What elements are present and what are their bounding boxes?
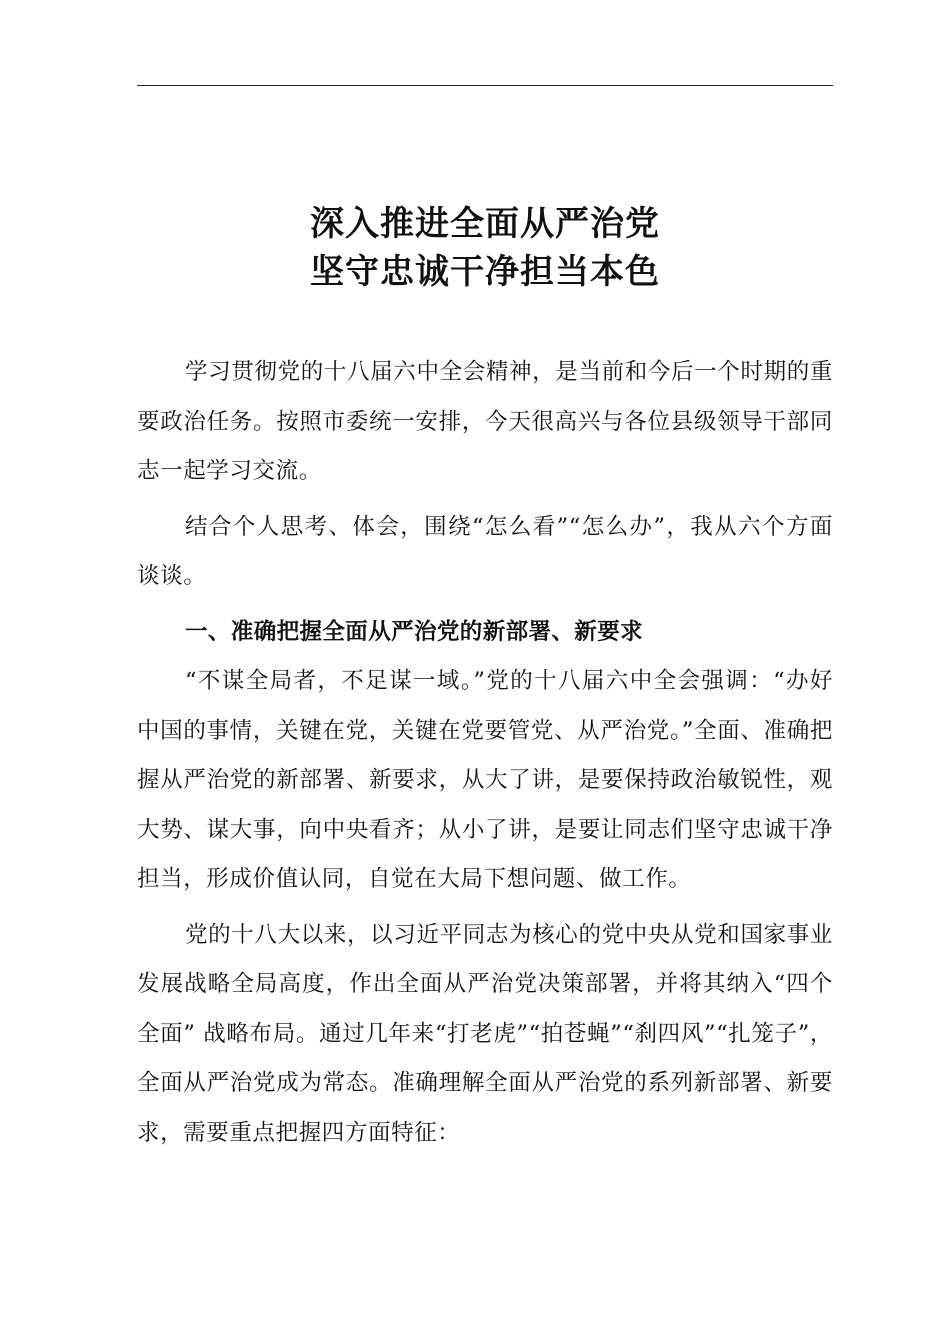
header-rule	[137, 85, 833, 86]
body-paragraph: “不谋全局者，不足谋一域。”党的十八届六中全会强调：“办好中国的事情，关键在党，关键在党要管党、从严治党。”全面、准确把握从严治党的新部署、新要求，从大了讲，是要保持政治敏锐性，观大势、谋大事，向中央看齐；从小了讲，是要让同志们坚守忠诚干净担当，形成价值认同，自觉在大局下想问题、做工作。	[137, 668, 833, 892]
body-paragraph: 结合个人思考、体会，围绕“怎么看”“怎么办”，我从六个方面谈谈。	[137, 513, 833, 589]
body-paragraph: 党的十八大以来，以习近平同志为核心的党中央从党和国家事业发展战略全局高度，作出全面从严治党决策部署，并将其纳入“四个全面” 战略布局。通过几年来“打老虎”“拍苍蝇”“刹四风”“扎笼子”，全面从严治党成为常态。准确理解全面从严治党的系列新部署、新要求，需要重点把握四方面特征：	[137, 921, 833, 1146]
document-body	[137, 348, 833, 1158]
document-title-line-1: 深入推进全面从严治党	[310, 204, 660, 244]
document-title-line-2: 坚守忠诚干净担当本色	[310, 252, 660, 292]
body-paragraph: 学习贯彻党的十八届六中全会精神，是当前和今后一个时期的重要政治任务。按照市委统一安排，今天很高兴与各位县级领导干部同志一起学习交流。	[137, 359, 833, 484]
section-heading: 一、准确把握全面从严治党的新部署、新要求	[185, 618, 644, 645]
